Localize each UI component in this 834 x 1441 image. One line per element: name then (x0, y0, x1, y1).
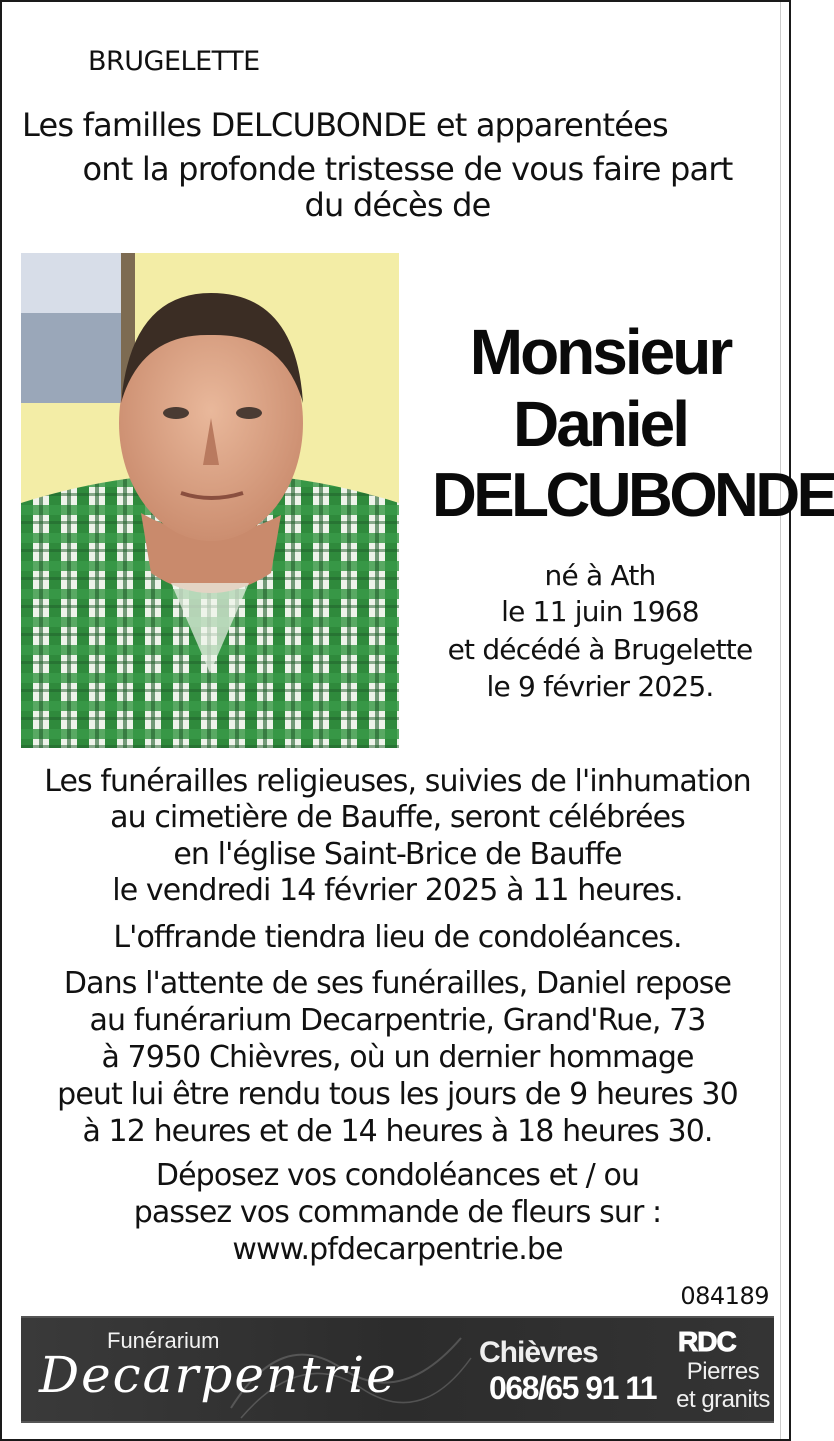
funeral-text-line: Les funérailles religieuses, suivies de l'inhumation (44, 764, 751, 799)
intro-line-3: du décès de (304, 186, 491, 224)
funeral-text-line: Dans l'attente de ses funérailles, Daniel repose (63, 966, 732, 1001)
funeral-text-line: en l'église Saint-Brice de Bauffe (173, 837, 622, 872)
birth-line: né à Ath (544, 559, 656, 592)
funeral-text-line: passez vos commande de fleurs sur : (133, 1195, 662, 1230)
funeral-text-line: à 7950 Chièvres, où un dernier hommage (101, 1040, 694, 1075)
funeral-home-logo: Decarpentrie (39, 1346, 398, 1404)
funerarium-label: Funérarium (107, 1328, 220, 1353)
funeral-text-line: à 12 heures et de 14 heures à 18 heures 30. (82, 1114, 713, 1149)
deceased-first-name: Daniel (512, 388, 688, 460)
funeral-text-line: peut lui être rendu tous les jours de 9 heures 30 (57, 1077, 738, 1112)
deceased-last-name: DELCUBONDE (432, 461, 834, 530)
notice-reference: 084189 (680, 1282, 769, 1310)
place-heading: BRUGELETTE (88, 46, 260, 77)
funeral-home-banner (21, 1316, 774, 1423)
intro-line-2: ont la profonde tristesse de vous faire part (82, 150, 733, 188)
website-link[interactable]: www.pfdecarpentrie.be (232, 1232, 563, 1267)
pierres-label: Pierres (686, 1358, 760, 1385)
deceased-title: Monsieur (469, 316, 731, 388)
funeral-text-line: L'offrande tiendra lieu de condoléances. (113, 920, 682, 955)
funeral-text-line: au funérarium Decarpentrie, Grand'Rue, 73 (89, 1003, 706, 1038)
birth-line: et décédé à Brugelette (447, 633, 753, 666)
rdc-logo: RDC (678, 1326, 736, 1357)
funeral-text-line: Déposez vos condoléances et / ou (155, 1158, 640, 1193)
banner-phone: 068/65 91 11 (489, 1370, 657, 1406)
banner-city: Chièvres (479, 1336, 598, 1369)
portrait-photo (21, 253, 399, 748)
funeral-text-line: le vendredi 14 février 2025 à 11 heures. (112, 873, 683, 908)
birth-line: le 11 juin 1968 (501, 595, 699, 628)
funeral-text-line: au cimetière de Bauffe, seront célébrées (110, 800, 685, 835)
granits-label: et granits (676, 1386, 770, 1413)
birth-line: le 9 février 2025. (486, 670, 714, 703)
intro-line-1: Les familles DELCUBONDE et apparentées (22, 106, 668, 144)
